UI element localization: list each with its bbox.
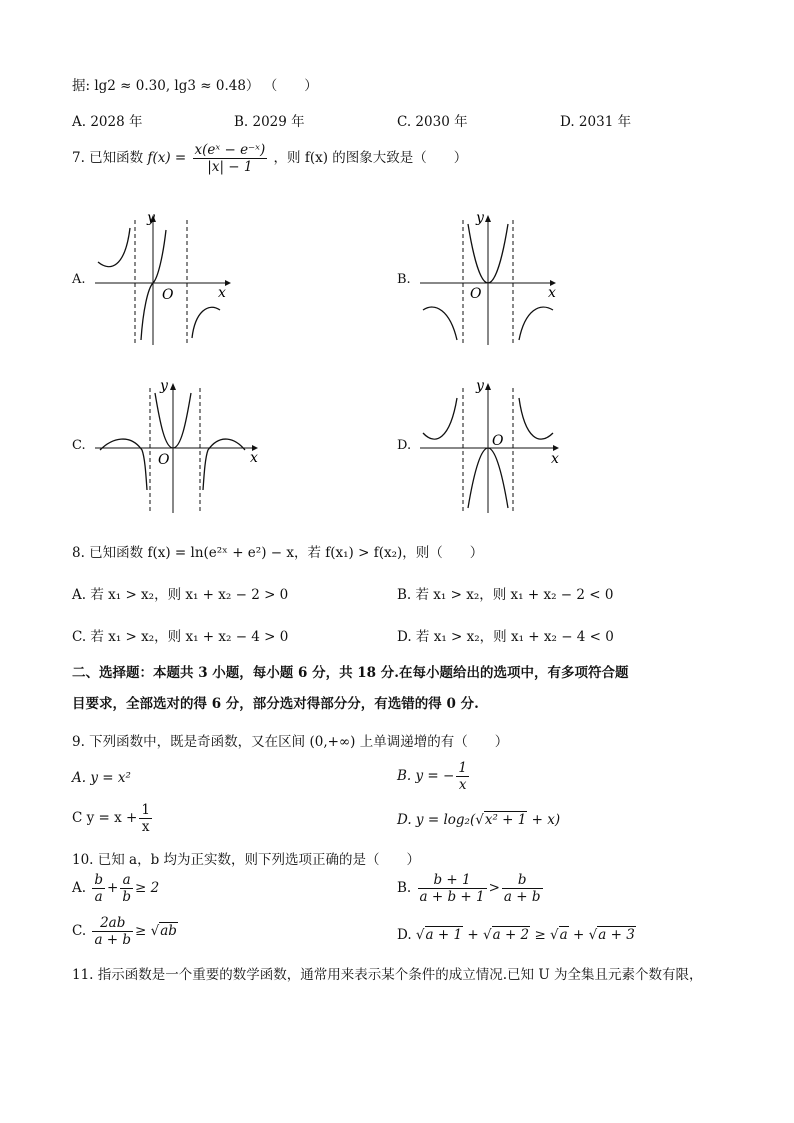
q10-option-a-label: A. — [72, 880, 87, 896]
graph-d-origin: O — [492, 433, 504, 449]
graph-b-origin: O — [470, 286, 482, 302]
q10-option-a-frac1-num: b — [94, 872, 103, 888]
q10-option-a-plus: + — [107, 880, 119, 896]
q7-frac-num: x(eˣ − e⁻ˣ) — [194, 142, 266, 158]
graph-b-y-arrow — [485, 215, 491, 222]
q8-stem: 8. 已知函数 f(x) = ln(e²ˣ + e²) − x，若 f(x₁) > f(x₂)，则（ ） — [72, 545, 484, 561]
graph-a-curve-right — [192, 307, 220, 338]
q10-stem: 10. 已知 a，b 均为正实数，则下列选项正确的是（ ） — [72, 852, 421, 868]
graph-label-d[interactable]: D. — [397, 438, 412, 453]
q10-option-b-frac2-den: a + b — [503, 889, 541, 905]
q8-option-a[interactable]: A. 若 x₁ > x₂，则 x₁ + x₂ − 2 > 0 — [72, 587, 289, 603]
section2-heading-line1: 二、选择题：本题共 3 小题，每小题 6 分，共 18 分.在每小题给出的选项中，有多项符合题 — [72, 665, 629, 681]
q9-option-d[interactable]: D. y = log₂(√x² + 1 + x) — [397, 812, 561, 828]
graph-c-x-label: x — [250, 450, 258, 466]
graph-a-x-label: x — [218, 285, 226, 301]
graph-d — [415, 378, 565, 518]
q10-option-b-op: > — [488, 880, 500, 896]
q10-option-c-sqrt: ab — [160, 923, 177, 939]
graph-b-y-label: y — [476, 210, 484, 226]
graph-b — [415, 210, 560, 350]
graph-c-curve-right — [203, 439, 245, 490]
q10-option-a-frac2 — [120, 872, 133, 905]
q9-stem: 9. 下列函数中，既是奇函数，又在区间 (0,+∞) 上单调递增的有（ ） — [72, 734, 509, 750]
q6-option-c[interactable]: C. 2030 年 — [397, 114, 468, 130]
q9-option-b-num: 1 — [458, 760, 467, 776]
graph-d-curve-right — [519, 398, 553, 439]
q9-option-c-fraction — [139, 802, 152, 835]
q9-option-c-prefix: C y = x + — [72, 810, 138, 826]
q10-option-a-frac2-num: a — [120, 872, 133, 889]
graph-a-origin: O — [162, 287, 174, 303]
q9-option-d-prefix: D. y = log₂( — [397, 812, 476, 828]
q9-option-a[interactable]: A. y = x² — [72, 770, 131, 786]
graph-b-curve-right — [519, 307, 553, 340]
graph-b-curve-left — [423, 307, 457, 340]
q8-option-b[interactable]: B. 若 x₁ > x₂，则 x₁ + x₂ − 2 < 0 — [397, 587, 614, 603]
graph-a — [90, 210, 235, 350]
q7-suffix: ，则 f(x) 的图象大致是（ ） — [273, 150, 468, 166]
q10-option-d-sqrt4: a + 3 — [598, 927, 635, 943]
graph-c-y-label: y — [160, 378, 168, 394]
q10-option-d[interactable]: D. √a + 1 + √a + 2 ≥ √a + √a + 3 — [397, 927, 635, 943]
graph-label-c[interactable]: C. — [72, 438, 86, 453]
section2-heading-line2: 目要求，全部选对的得 6 分，部分选对得部分分，有选错的得 0 分. — [72, 696, 479, 712]
q10-option-d-plus1: + — [467, 927, 479, 943]
q10-option-b-frac1-den: a + b + 1 — [419, 889, 485, 905]
q10-option-a[interactable] — [72, 872, 159, 905]
q9-option-b[interactable] — [397, 760, 471, 793]
q10-option-c-num: 2ab — [92, 915, 133, 932]
graph-a-curve-left — [98, 228, 130, 267]
q7-frac-den: |x| − 1 — [207, 159, 253, 175]
q10-option-b-frac1-num: b + 1 — [418, 872, 487, 889]
q6-option-d[interactable]: D. 2031 年 — [560, 114, 632, 130]
q10-option-c-label: C. — [72, 923, 87, 939]
q6-tail: 据: lg2 ≈ 0.30, lg3 ≈ 0.48） （ ） — [72, 78, 318, 94]
graph-c — [90, 378, 265, 518]
q6-option-a[interactable]: A. 2028 年 — [72, 114, 143, 130]
graph-label-b[interactable]: B. — [397, 272, 411, 287]
q10-option-b-frac1 — [418, 872, 487, 905]
graph-d-x-label: x — [551, 451, 559, 467]
q10-option-c[interactable]: C. $\frac{2ab}{a + b}$ ≥ √ab — [72, 915, 177, 948]
q11-stem: 11. 指示函数是一个重要的数学函数，通常用来表示某个条件的成立情况.已知 U 为全集且元素个数有限， — [72, 967, 703, 983]
q10-option-d-plus2: + — [573, 927, 585, 943]
q9-option-c-num: 1 — [141, 802, 150, 818]
graph-c-origin: O — [158, 452, 170, 468]
q10-option-a-frac2-den: b — [122, 889, 131, 905]
q10-option-a-frac1-den: a — [94, 889, 103, 905]
q9-option-b-fraction — [456, 760, 469, 793]
q7-lhs: f(x) = — [147, 150, 187, 166]
q7-prefix: 7. 已知函数 — [72, 150, 144, 166]
q8-option-d[interactable]: D. 若 x₁ > x₂，则 x₁ + x₂ − 4 < 0 — [397, 629, 614, 645]
q9-option-b-den: x — [458, 777, 467, 793]
graph-c-curve-left — [100, 439, 147, 490]
q10-option-d-sqrt2: a + 2 — [492, 927, 530, 943]
graph-label-a[interactable]: A. — [72, 272, 86, 287]
q10-option-d-op: ≥ — [534, 927, 546, 943]
q10-option-a-frac1 — [92, 872, 105, 905]
graph-b-x-label: x — [548, 285, 556, 301]
q7-stem — [72, 142, 467, 175]
graph-d-curve-left — [423, 398, 457, 439]
q10-option-b-frac2 — [502, 872, 543, 905]
q10-option-c-den: a + b — [94, 932, 132, 948]
q9-option-d-suffix: + x) — [527, 812, 561, 828]
q9-option-b-prefix: B. y = − — [397, 768, 455, 784]
q10-option-d-sqrt1: a + 1 — [425, 927, 463, 943]
q10-option-d-sqrt3: a — [559, 927, 568, 943]
q10-option-b[interactable] — [397, 872, 545, 905]
q6-option-b[interactable]: B. 2029 年 — [234, 114, 305, 130]
q10-option-d-label: D. — [397, 927, 412, 943]
graph-c-y-arrow — [170, 383, 176, 390]
graph-a-y-label: y — [147, 210, 155, 226]
q10-option-c-op: ≥ — [135, 923, 147, 939]
q9-option-c[interactable] — [72, 802, 154, 835]
q8-option-c[interactable]: C. 若 x₁ > x₂，则 x₁ + x₂ − 4 > 0 — [72, 629, 289, 645]
q10-option-a-tail: ≥ 2 — [134, 880, 160, 896]
q7-fraction — [193, 142, 268, 175]
q9-option-d-sqrt: x² + 1 — [484, 812, 527, 828]
q9-option-c-den: x — [141, 819, 150, 835]
q10-option-b-label: B. — [397, 880, 412, 896]
graph-d-y-label: y — [476, 378, 484, 394]
q10-option-b-frac2-num: b — [502, 872, 543, 889]
q10-option-c-frac — [92, 915, 133, 948]
graph-d-y-arrow — [485, 383, 491, 390]
